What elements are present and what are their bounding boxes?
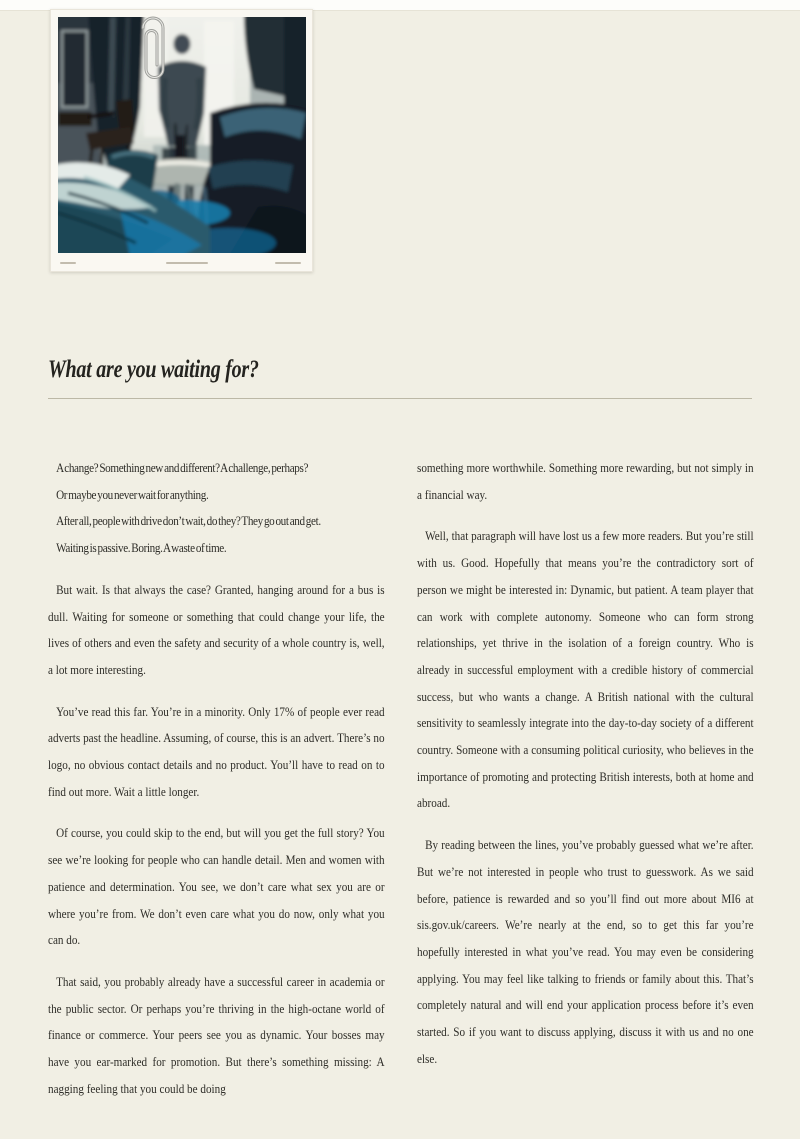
painting-image xyxy=(58,17,306,253)
intro-line: A change? Something new and different? A challenge, perhaps? xyxy=(56,461,309,475)
print-annotations xyxy=(58,261,305,265)
intro-line: Or maybe you never wait for anything. xyxy=(56,487,209,502)
paragraph: You’ve read this far. You’re in a minority. Only 17% of people ever read adverts past the headline. Assuming, of course, this is an advert. There’s no logo, no obvious contact details and no product. You’ll have to read on to find out more. Wait a little longer. xyxy=(48,704,385,799)
right-column xyxy=(417,455,754,1072)
intro-line: After all, people with drive don’t wait, do they? They go out and get. xyxy=(56,514,321,529)
paragraph-continuation: something more worthwhile. Something more rewarding, but not simply in a financial way. xyxy=(417,461,754,502)
title-mark xyxy=(166,262,208,264)
intro-line: Waiting is passive. Boring. A waste of time. xyxy=(56,541,227,556)
paragraph: Of course, you could skip to the end, but will you get the full story? You see we’re looking for people who can handle detail. Men and women with patience and determination. You see, we don’t care what sex you are or where you’re from. We don’t even care what you do now, only what you can do. xyxy=(48,826,385,948)
intro-block xyxy=(48,455,385,562)
painting-card xyxy=(50,9,313,272)
paragraph: But wait. Is that always the case? Granted, hanging around for a bus is dull. Waiting for someone or something that could change your life, the lives of others and even the safety and security of a whole country is, well, a lot more interesting. xyxy=(48,582,385,677)
headline: What are you waiting for? xyxy=(48,356,259,383)
paragraph: That said, you probably already have a successful career in academia or the public sector. Or perhaps you’re thriving in the high-octane world of finance or commerce. Your peers see you as dynamic. Your bosses may have you ear-marked for promotion. But there’s something missing: A nagging feeling that you could be doing xyxy=(48,974,385,1096)
edition-mark xyxy=(60,262,76,264)
paperclip-icon xyxy=(135,9,167,89)
paragraph: Well, that paragraph will have lost us a few more readers. But you’re still with us. Good. Hopefully that means you’re the contradictory sort of person we might be interested in: Dynamic, but patient. A team player that can work with complete autonomy. Someone who can form strong relationships, yet thrive in the isolation of a foreign country. Who is already in successful employment with a credible history of commercial success, but who wants a change. A British national with the cultural sensitivity to seamlessly integrate into the day-to-day society of a different country. Someone with a consuming political curiosity, who believes in the importance of promoting and protecting British interests, both at home and abroad. xyxy=(417,529,754,811)
left-column xyxy=(48,455,385,1102)
paragraph: By reading between the lines, you’ve probably guessed what we’re after. But we’re not interested in people who trust to guesswork. As we said before, patience is rewarded and so you’ll find out more about MI6 at sis.gov.uk/careers. We’re nearly at the end, so to get this far you’re hopefully interested in what you’ve read. You may even be considering applying. You may feel like talking to friends or family about this. That’s completely natural and will end your application process before it’s even started. So if you want to discuss applying, discuss it with us and no one else. xyxy=(417,838,754,1066)
signature-mark xyxy=(275,262,301,264)
divider-rule xyxy=(48,398,752,399)
